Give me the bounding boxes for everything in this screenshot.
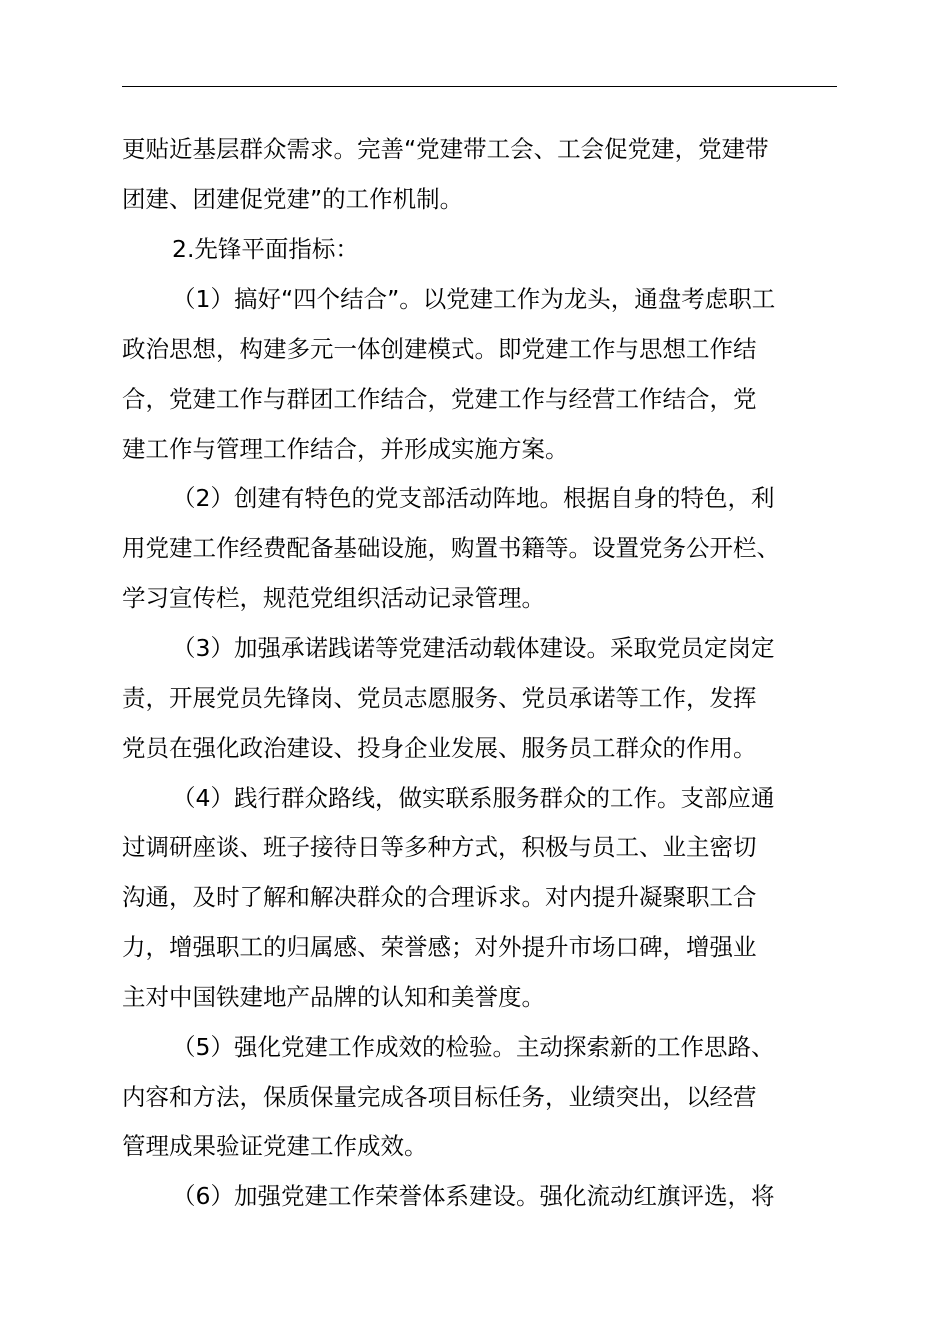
text-line: （6）加强党建工作荣誉体系建设。强化流动红旗评选，将 <box>172 1182 775 1210</box>
text-line: 责，开展党员先锋岗、党员志愿服务、党员承诺等工作，发挥 <box>122 684 757 712</box>
text-line: （5）强化党建工作成效的检验。主动探索新的工作思路、 <box>172 1033 775 1061</box>
text-line: 用党建工作经费配备基础设施，购置书籍等。设置党务公开栏、 <box>122 534 780 562</box>
text-line: 内容和方法，保质保量完成各项目标任务，业绩突出，以经营 <box>122 1083 757 1111</box>
text-line: 党员在强化政治建设、投身企业发展、服务员工群众的作用。 <box>122 734 757 762</box>
text-line: 力，增强职工的归属感、荣誉感；对外提升市场口碑，增强业 <box>122 933 757 961</box>
text-line: （2）创建有特色的党支部活动阵地。根据自身的特色，利 <box>172 484 775 512</box>
text-line: 建工作与管理工作结合，并形成实施方案。 <box>122 435 569 463</box>
text-line: 政治思想，构建多元一体创建模式。即党建工作与思想工作结 <box>122 335 757 363</box>
section-heading: 2.先锋平面指标： <box>172 235 359 263</box>
text-line: （4）践行群众路线，做实联系服务群众的工作。支部应通 <box>172 784 775 812</box>
text-line: 团建、团建促党建”的工作机制。 <box>122 185 464 213</box>
text-line: 学习宣传栏，规范党组织活动记录管理。 <box>122 584 545 612</box>
header-rule <box>122 86 837 87</box>
text-line: 更贴近基层群众需求。完善“党建带工会、工会促党建，党建带 <box>122 135 769 163</box>
text-line: 主对中国铁建地产品牌的认知和美誉度。 <box>122 983 545 1011</box>
text-line: （1）搞好“四个结合”。以党建工作为龙头，通盘考虑职工 <box>172 285 776 313</box>
text-line: 过调研座谈、班子接待日等多种方式，积极与员工、业主密切 <box>122 833 757 861</box>
text-line: 合，党建工作与群团工作结合，党建工作与经营工作结合，党 <box>122 385 757 413</box>
text-line: 管理成果验证党建工作成效。 <box>122 1132 428 1160</box>
text-line: （3）加强承诺践诺等党建活动载体建设。采取党员定岗定 <box>172 634 775 662</box>
text-line: 沟通，及时了解和解决群众的合理诉求。对内提升凝聚职工合 <box>122 883 757 911</box>
